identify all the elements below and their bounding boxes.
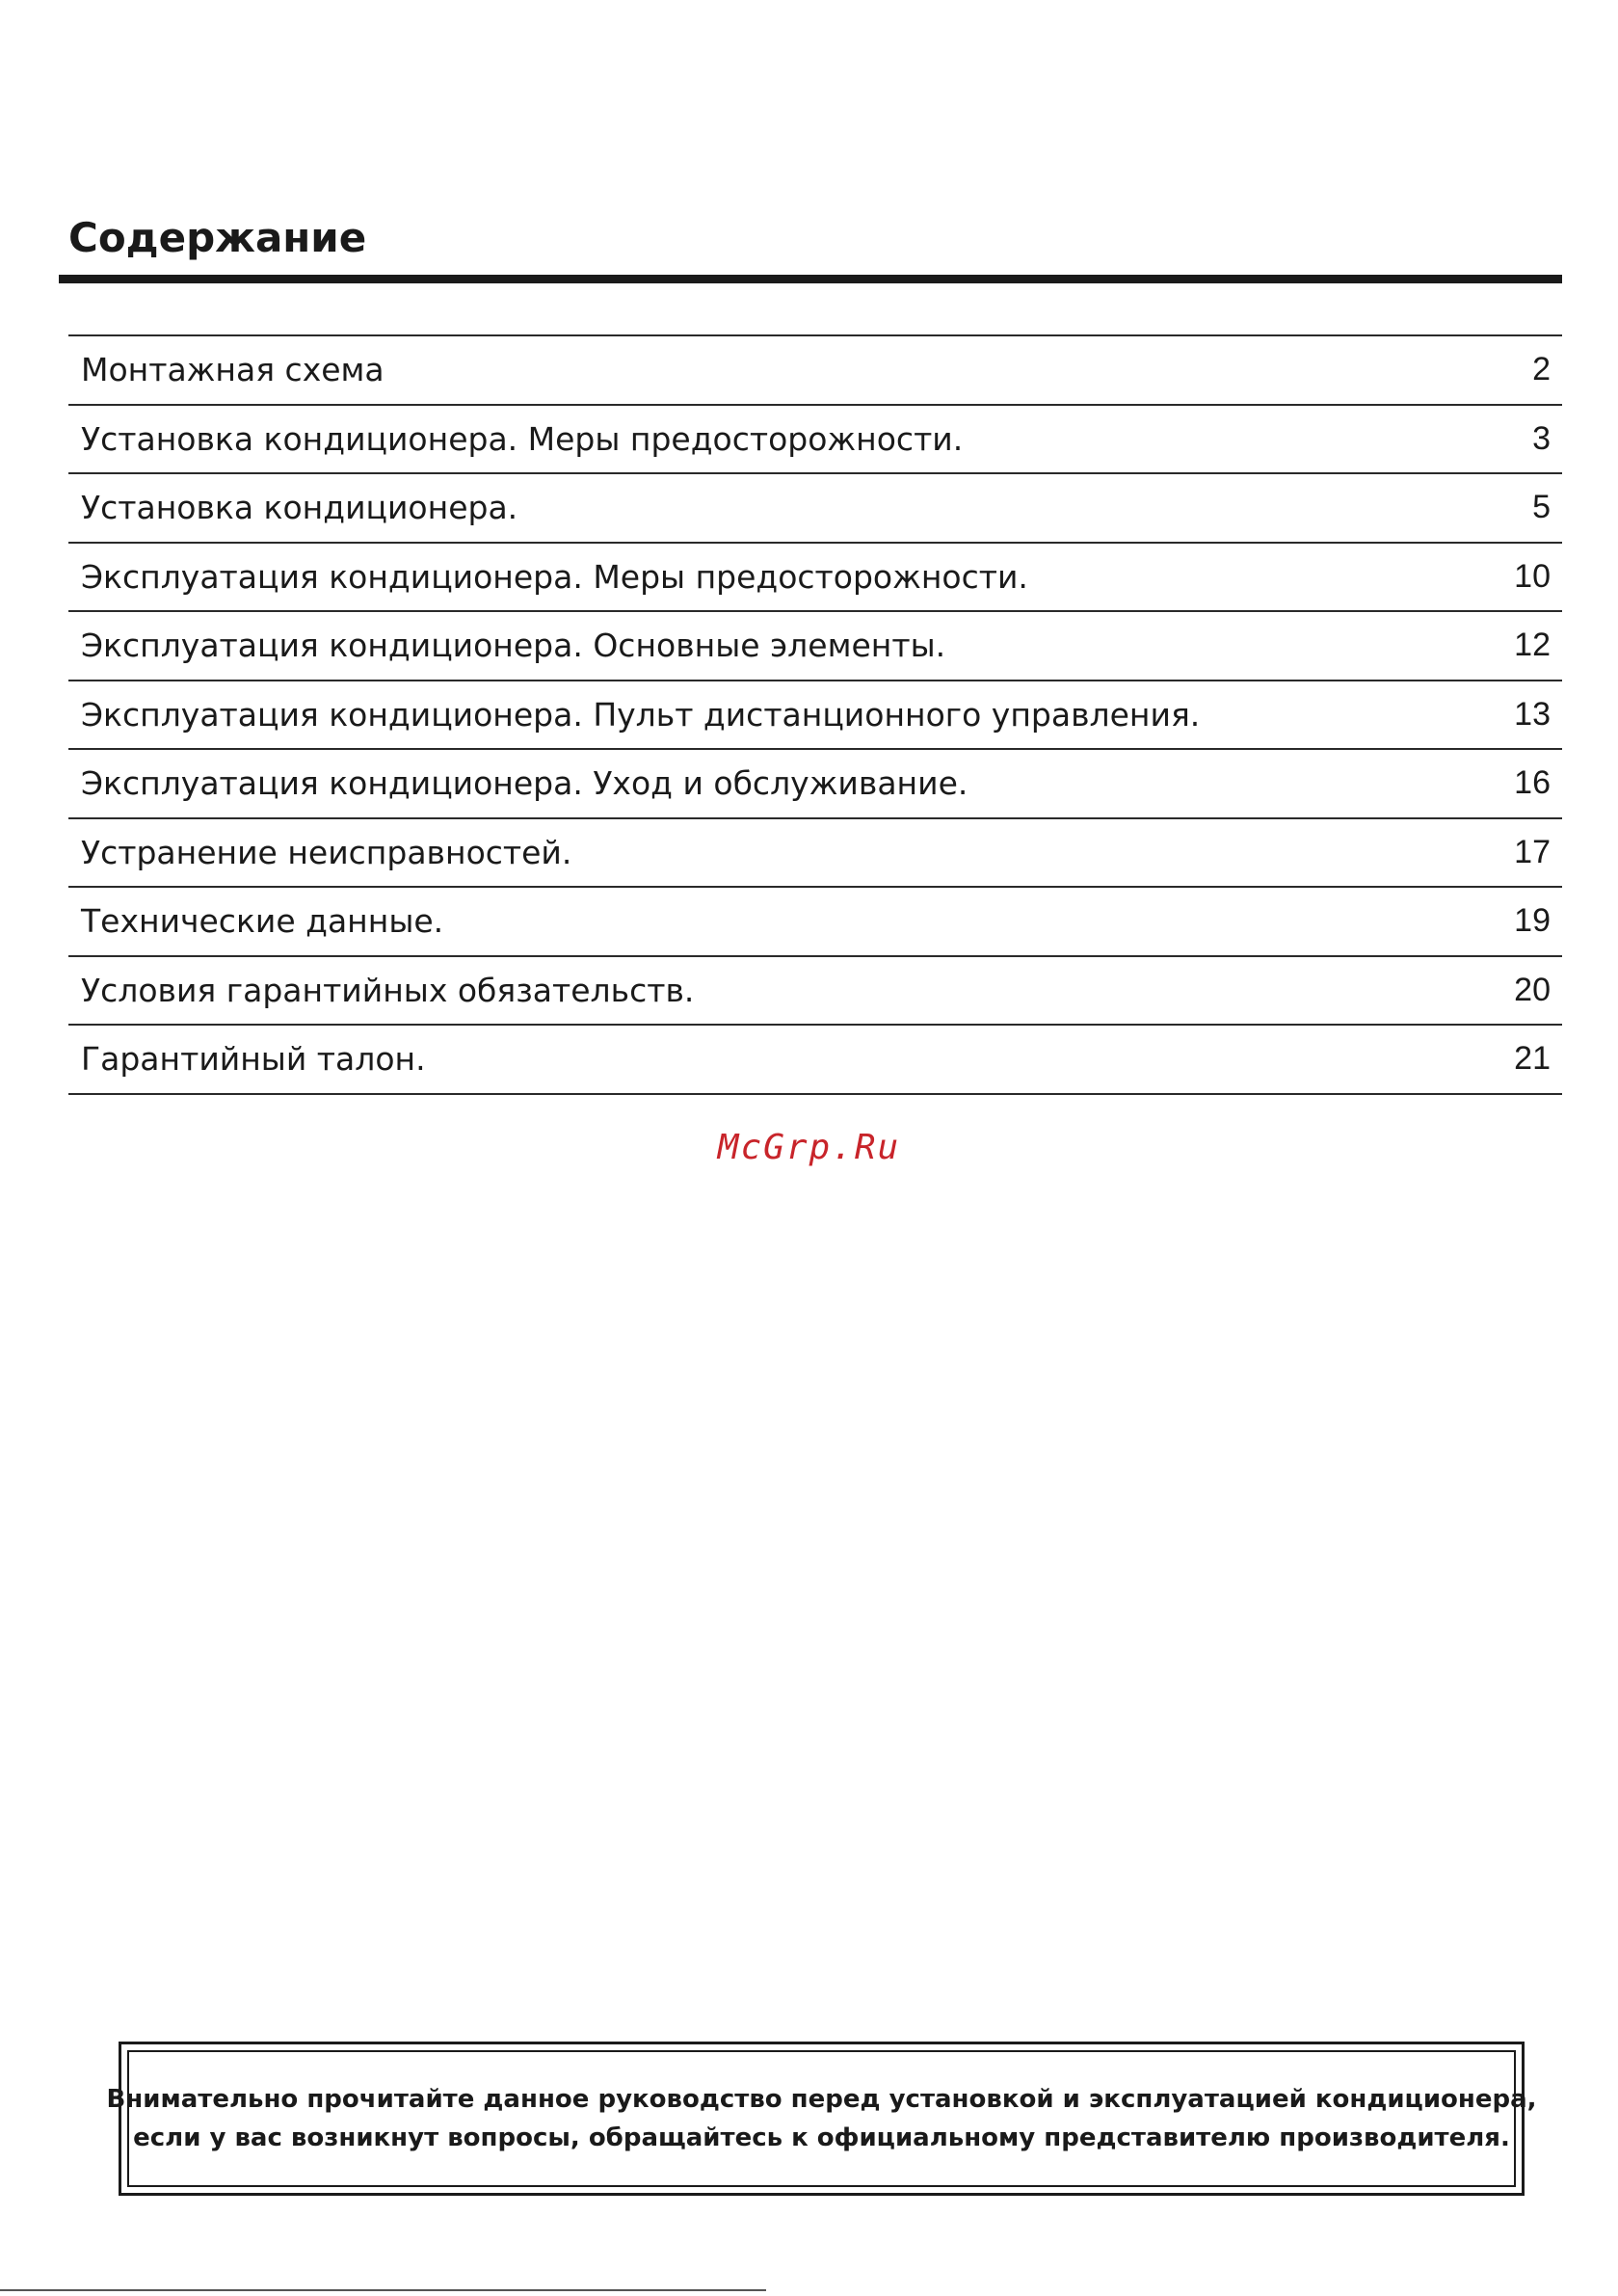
toc-item-page: 16 <box>1514 764 1551 802</box>
toc-item-page: 17 <box>1514 833 1551 870</box>
toc-row[interactable] <box>68 888 1562 957</box>
notice-inner-frame <box>106 2050 1537 2187</box>
toc-item-page: 19 <box>1514 902 1551 940</box>
toc-item-page: 13 <box>1514 695 1551 733</box>
toc-row[interactable] <box>68 612 1562 681</box>
page-title: Содержание <box>68 214 367 261</box>
toc-item-page: 21 <box>1514 1040 1551 1078</box>
toc-item-page: 3 <box>1532 419 1551 457</box>
notice-line-1: Внимательно прочитайте данное руководство перед установкой и эксплуатацией кондиционера, <box>106 2085 1537 2114</box>
toc-item-page: 10 <box>1514 557 1551 595</box>
toc-item-label: Эксплуатация кондиционера. Уход и обслуживание. <box>81 764 968 803</box>
toc-item-page: 5 <box>1532 489 1551 526</box>
toc-item-label: Устранение неисправностей. <box>81 833 572 871</box>
toc-row[interactable] <box>68 1026 1562 1095</box>
toc-row[interactable] <box>68 474 1562 544</box>
toc-item-label: Условия гарантийных обязательств. <box>81 971 695 1009</box>
toc-item-page: 12 <box>1514 627 1551 664</box>
footer-divider <box>0 2289 766 2291</box>
toc-item-label: Гарантийный талон. <box>81 1040 426 1079</box>
title-divider <box>59 275 1562 283</box>
toc-item-label: Эксплуатация кондиционера. Пульт дистанционного управления. <box>81 695 1201 734</box>
notice-line-2: если у вас возникнут вопросы, обращайтесь к официальному представителю производителя. <box>133 2123 1510 2152</box>
table-of-contents <box>68 334 1562 1095</box>
notice-box <box>106 2042 1537 2196</box>
toc-row[interactable] <box>68 750 1562 819</box>
toc-item-label: Установка кондиционера. <box>81 489 518 527</box>
toc-row[interactable] <box>68 336 1562 406</box>
toc-item-label: Эксплуатация кондиционера. Основные элементы. <box>81 627 946 665</box>
toc-item-label: Технические данные. <box>81 902 444 941</box>
toc-row[interactable] <box>68 544 1562 613</box>
watermark: McGrp.Ru <box>717 1128 901 1167</box>
toc-item-label: Монтажная схема <box>81 351 385 389</box>
toc-item-page: 2 <box>1532 351 1551 388</box>
toc-row[interactable] <box>68 406 1562 475</box>
toc-row[interactable] <box>68 957 1562 1027</box>
toc-row[interactable] <box>68 681 1562 751</box>
toc-item-label: Эксплуатация кондиционера. Меры предосторожности. <box>81 557 1028 596</box>
toc-row[interactable] <box>68 819 1562 889</box>
toc-item-page: 20 <box>1514 971 1551 1008</box>
toc-item-label: Установка кондиционера. Меры предосторожности. <box>81 419 964 458</box>
